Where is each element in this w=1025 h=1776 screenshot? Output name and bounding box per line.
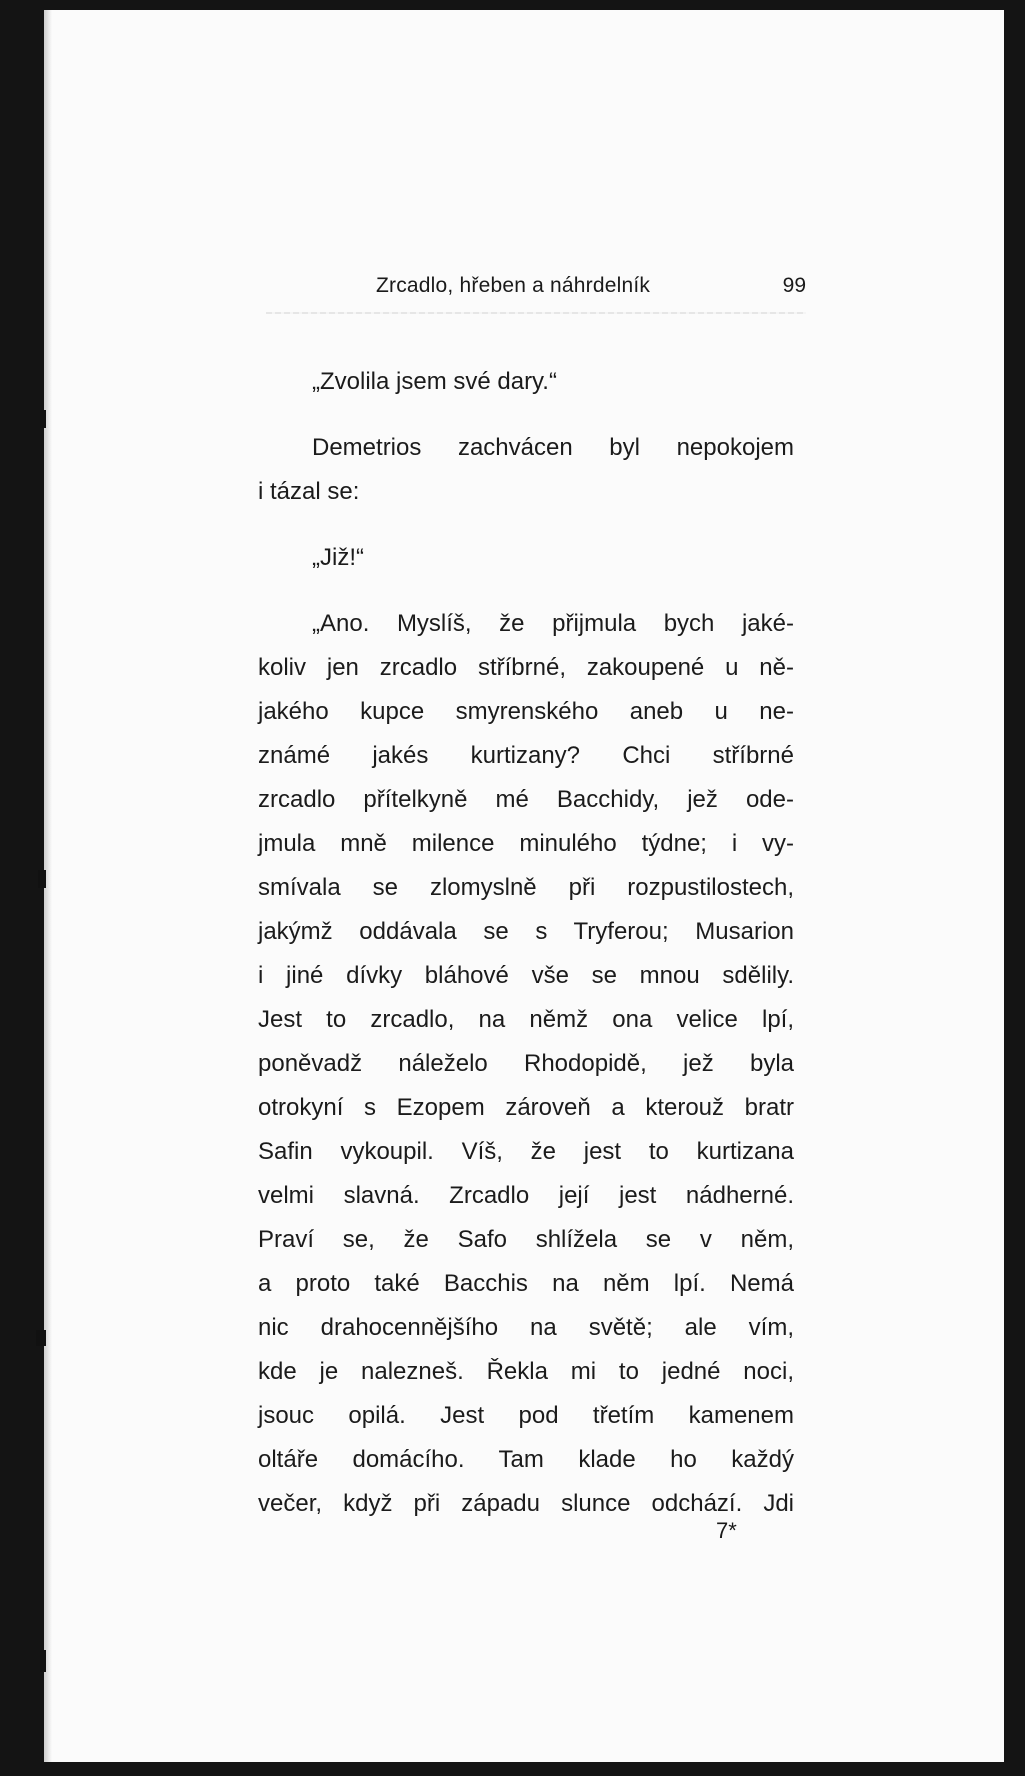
- text-line: jakýmž oddávala se s Tryferou; Musarion: [258, 918, 794, 945]
- text-line: oltáře domácího. Tam klade ho každý: [258, 1446, 794, 1473]
- text-line: a proto také Bacchis na něm lpí. Nemá: [258, 1270, 794, 1297]
- text-line: Praví se, že Safo shlížela se v něm,: [258, 1226, 794, 1253]
- text-line: jakého kupce smyrenského aneb u ne-: [258, 698, 794, 725]
- text-line: známé jakés kurtizany? Chci stříbrné: [258, 742, 794, 769]
- text-line: i tázal se:: [258, 478, 360, 505]
- text-line: smívala se zlomyslně při rozpustilostech,: [258, 874, 794, 901]
- book-page: [44, 10, 1004, 1762]
- text-line: nic drahocennějšího na světě; ale vím,: [258, 1314, 794, 1341]
- signature-mark: 7*: [716, 1518, 737, 1543]
- text-line: poněvadž náleželo Rhodopidě, jež byla: [258, 1050, 794, 1077]
- text-line: jmula mně milence minulého týdne; i vy-: [258, 830, 794, 857]
- text-line: i jiné dívky bláhové vše se mnou sdělily.: [258, 962, 794, 989]
- scan-mark: [40, 1650, 46, 1672]
- text-line: zrcadlo přítelkyně mé Bacchidy, jež ode-: [258, 786, 794, 813]
- header-rule: [266, 312, 806, 314]
- scan-mark: [36, 1330, 46, 1346]
- page-header: [266, 274, 806, 304]
- text-line: Demetrios zachvácen byl nepokojem: [312, 434, 794, 461]
- page-number: 99: [782, 274, 806, 297]
- text-line: kde je nalezneš. Řekla mi to jedné noci,: [258, 1358, 794, 1385]
- running-title: Zrcadlo, hřeben a náhrdelník: [376, 274, 651, 297]
- text-line: „Ano. Myslíš, že přijmula bych jaké-: [312, 610, 794, 637]
- text-line: velmi slavná. Zrcadlo její jest nádherné.: [258, 1182, 794, 1209]
- body-text: [258, 360, 794, 1526]
- text-line: „Zvolila jsem své dary.“: [312, 368, 557, 395]
- text-line: koliv jen zrcadlo stříbrné, zakoupené u ně-: [258, 654, 794, 681]
- text-line: otrokyní s Ezopem zároveň a kterouž bratr: [258, 1094, 794, 1121]
- text-line: večer, když při západu slunce odchází. Jdi: [258, 1490, 794, 1517]
- text-line: jsouc opilá. Jest pod třetím kamenem: [258, 1402, 794, 1429]
- text-line: Safin vykoupil. Víš, že jest to kurtizana: [258, 1138, 794, 1165]
- scan-mark: [40, 410, 46, 428]
- text-line: „Již!“: [312, 544, 364, 571]
- text-line: Jest to zrcadlo, na němž ona velice lpí,: [258, 1006, 794, 1033]
- scan-mark: [38, 870, 46, 888]
